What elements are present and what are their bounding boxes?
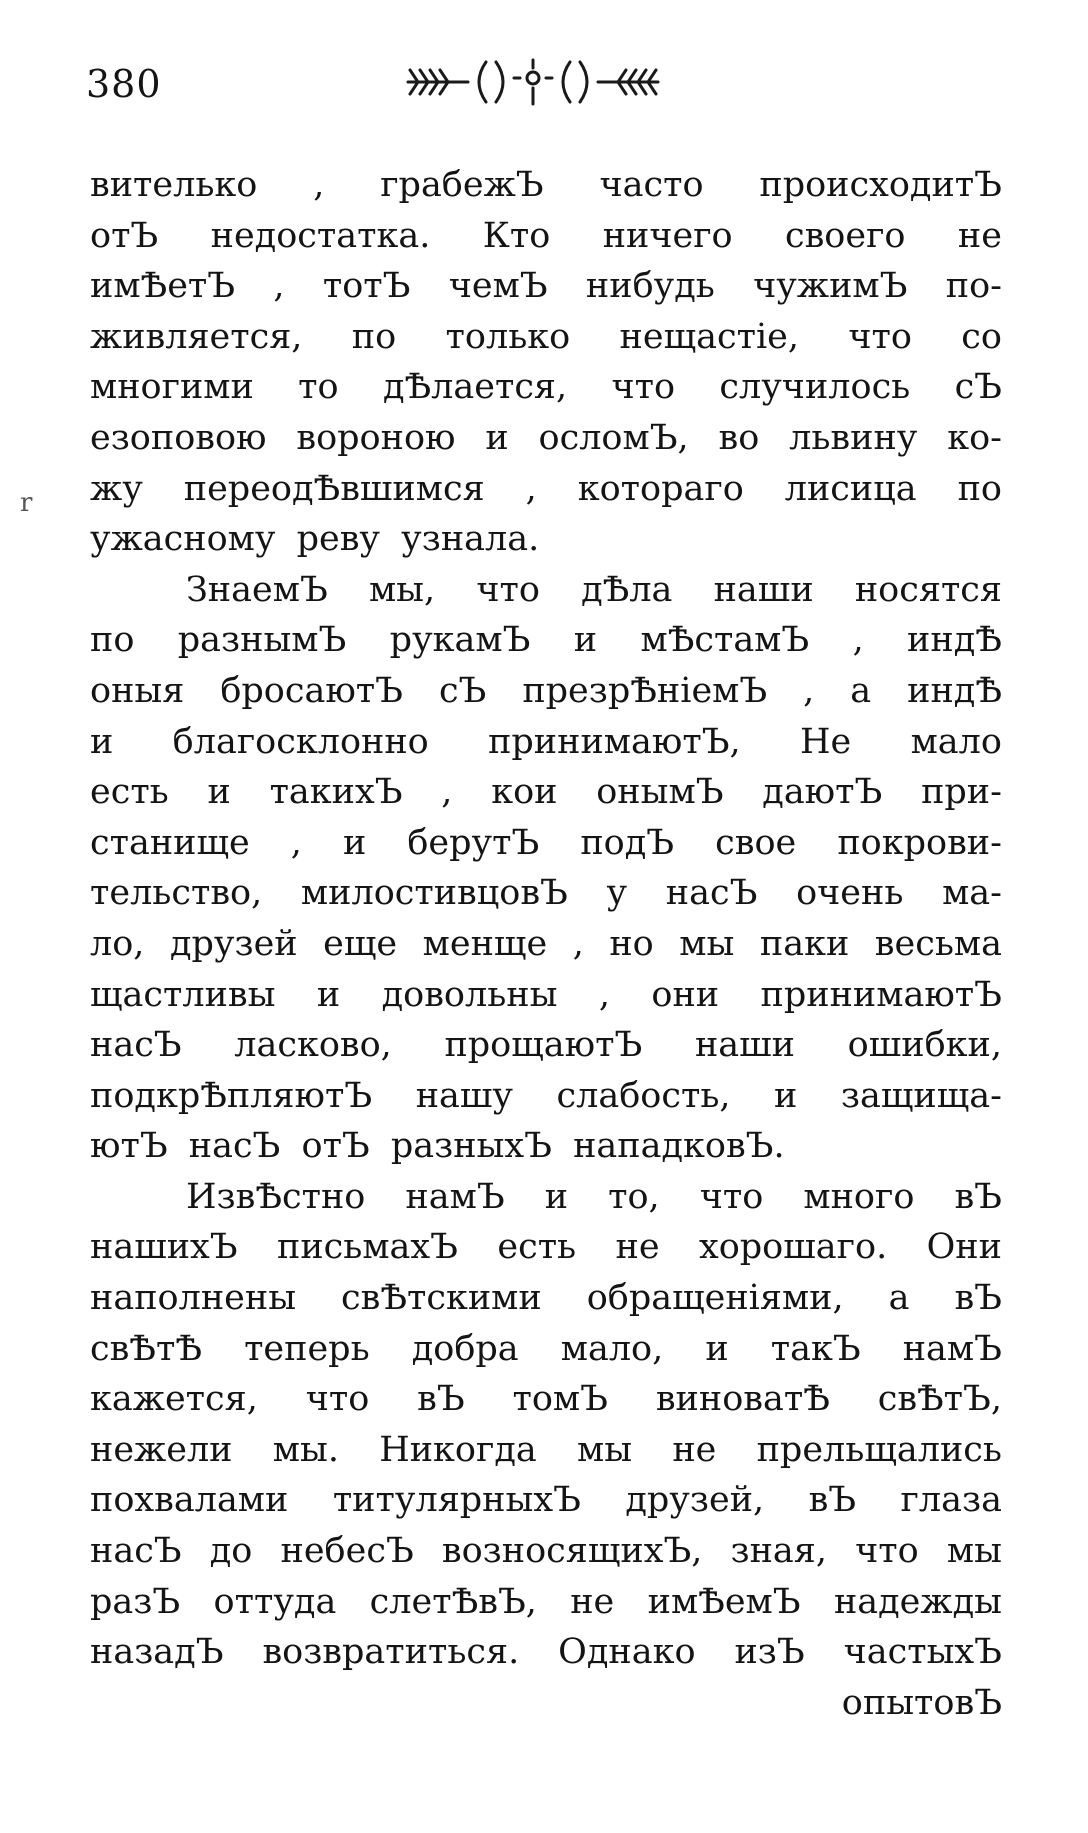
text-line: по разнымЪ рукамЪ и мѢстамЪ , индѢ [90,620,1002,661]
text-line: ужасному реву узнала. [90,519,540,560]
text-line: ло, друзей еще менще , но мы паки весьма [90,923,1002,964]
text-line: похвалами титулярныхЪ друзей, вЪ глаза [90,1480,1002,1521]
text-line: насЪ до небесЪ возносящихЪ, зная, что мы [90,1531,1002,1572]
text-line: тельство, милостивцовЪ у насЪ очень ма- [90,873,1002,914]
text-line: имѢетЪ , тотЪ чемЪ нибудь чужимЪ по- [90,266,1002,307]
floral-ornament-icon [398,52,668,112]
text-line: кажется, что вЪ томЪ виноватѢ свѢтЪ, [90,1379,1002,1420]
paragraph-3 [90,1172,1002,1678]
margin-mark: r [20,488,33,518]
text-line: езоповою вороною и осломЪ, во львину ко- [90,417,1002,458]
text-line: назадЪ возвратиться. Однако изЪ частыхЪ [90,1632,1002,1673]
text-line: подкрѢпляютЪ нашу слабость, и защища- [90,1075,1002,1116]
text-line: ютЪ насЪ отЪ разныхЪ нападковЪ. [90,1126,785,1167]
text-line: наполнены свѢтскими обращеніями, а вЪ [90,1278,1002,1319]
text-line: нашихЪ письмахЪ есть не хорошаго. Они [90,1227,1002,1268]
text-line: отЪ недостатка. Кто ничего своего не [90,215,1002,256]
text-line: станище , и берутЪ подЪ свое покрови- [90,822,1002,863]
text-line: и благосклонно принимаютЪ, Не мало [90,721,1002,762]
text-line: жу переодѢвшимся , котораго лисица по [90,468,1002,509]
text-line: многими то дѢлается, что случилось сЪ [90,367,1002,408]
catchword-text: опытовЪ [841,1682,1002,1723]
text-line: щастливы и довольны , они принимаютЪ [90,974,1002,1015]
text-line: живляется, по только нещастіе, что со [90,316,1002,357]
paragraph-1 [90,160,1002,565]
paragraph-2 [90,565,1002,1172]
text-line: есть и такихЪ , кои онымЪ даютЪ при- [90,772,1002,813]
text-line: разЪ оттуда слетѢвЪ, не имѢемЪ надежды [90,1581,1002,1622]
text-line: нежели мы. Никогда мы не прельщались [90,1429,1002,1470]
text-line: вителько , грабежЪ часто происходитЪ [90,165,1002,205]
catchword [90,1678,1002,1729]
text-line: оныя бросаютЪ сЪ презрѢніемЪ , а индѢ [90,670,1002,711]
body-text [90,160,1002,1728]
text-line: ИзвѢстно намЪ и то, что много вЪ [186,1176,1002,1217]
text-line: ЗнаемЪ мы, что дѢла наши носятся [186,569,1002,610]
text-line: свѢтѢ теперь добра мало, и такЪ намЪ [90,1328,1002,1369]
text-line: насЪ ласково, прощаютЪ наши ошибки, [90,1025,1002,1066]
page-number: 380 [86,62,162,106]
